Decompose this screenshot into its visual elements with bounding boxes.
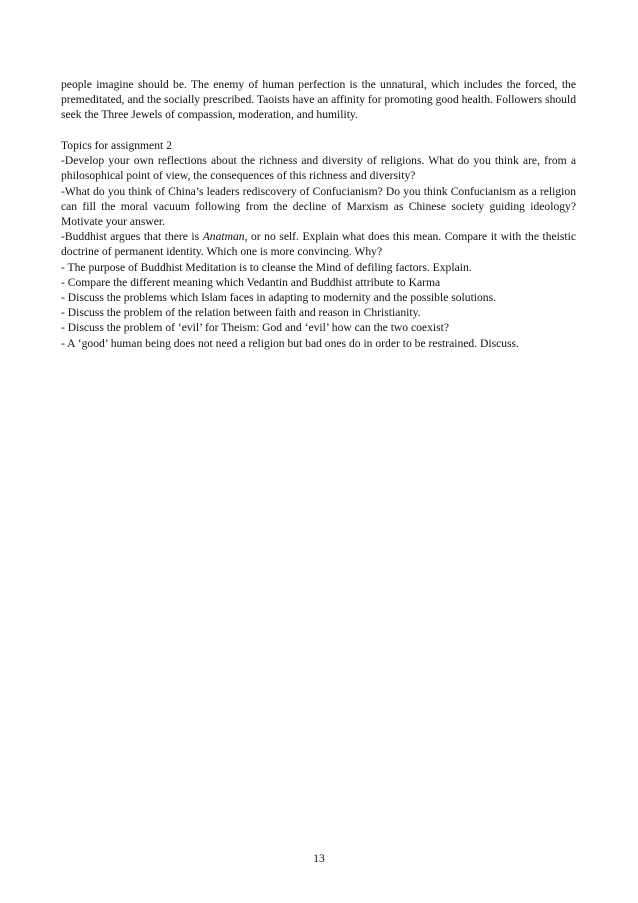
- topic-item-8: - Discuss the problem of ‘evil’ for Theism: God and ‘evil’ how can the two coexist?: [61, 321, 449, 335]
- topic-item-3-before: -Buddhist argues that there is: [61, 230, 203, 244]
- topic-item-5: - Compare the different meaning which Vedantin and Buddhist attribute to Karma: [61, 275, 441, 289]
- page-number: 13: [313, 852, 325, 865]
- topic-item-3: [61, 229, 576, 259]
- anatman-term: Anatman: [202, 230, 245, 244]
- topic-item-6: - Discuss the problems which Islam faces in adapting to modernity and the possible solutions.: [61, 291, 497, 305]
- topic-item-2: -What do you think of China’s leaders rediscovery of Confucianism? Do you think Confucianism as a religion can fill the moral vacuum following from the decline of Marxism as Chinese society guiding ideology? Motivate your answer.: [61, 184, 576, 229]
- topic-item-9: - A ‘good’ human being does not need a religion but bad ones do in order to be restrained. Discuss.: [61, 336, 519, 350]
- topic-item-1: -Develop your own reflections about the richness and diversity of religions. What do you think are, from a philosophical point of view, the consequences of this richness and diversity?: [61, 154, 576, 183]
- intro-paragraph: [61, 77, 576, 123]
- assignment-topics: [61, 138, 576, 351]
- topic-item-4: - The purpose of Buddhist Meditation is to cleanse the Mind of defiling factors. Explain.: [61, 260, 472, 274]
- topic-item-7: - Discuss the problem of the relation between faith and reason in Christianity.: [61, 306, 421, 320]
- intro-text: people imagine should be. The enemy of human perfection is the unnatural, which includes the forced, the premeditated, and the socially prescribed. Taoists have an affinity for promoting good health. Followers should seek the Three Jewels of compassion, moderation, and humility.: [61, 78, 576, 122]
- topic-item-3-after: , or no self. Explain what does this mean. Compare it with the theistic doctrine of permanent identity. Which one is more convincing. Why?: [61, 230, 576, 259]
- topics-heading: Topics for assignment 2: [61, 139, 172, 152]
